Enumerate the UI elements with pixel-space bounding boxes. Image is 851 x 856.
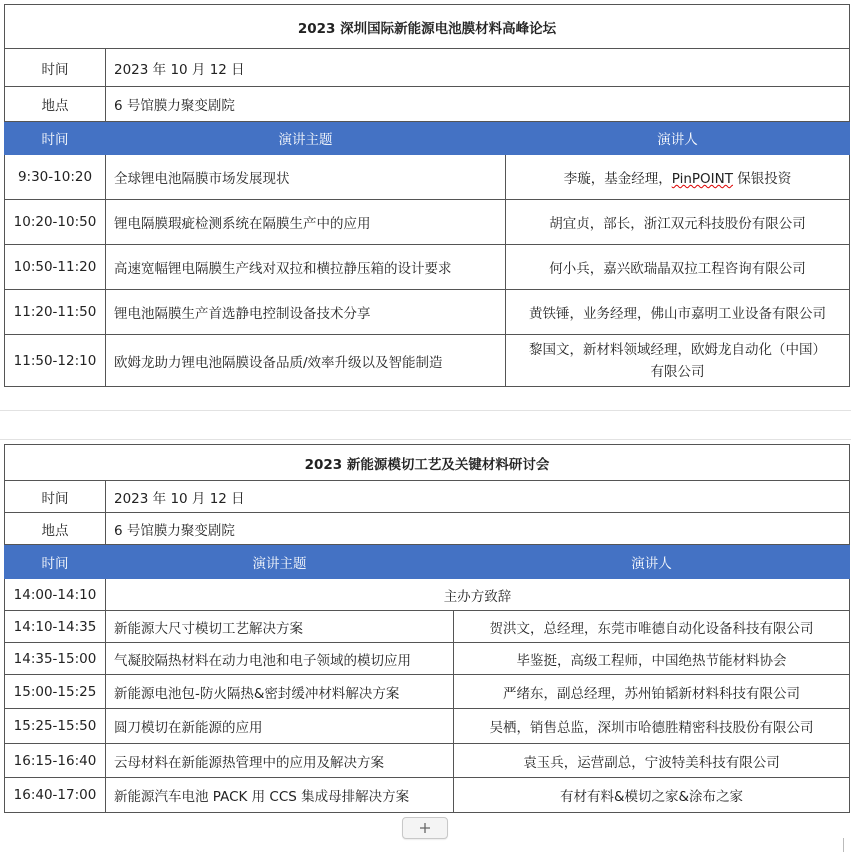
scroll-edge <box>843 838 848 852</box>
forum1-header-speaker: 演讲人 <box>506 122 850 155</box>
session-time: 15:00-15:25 <box>5 675 106 709</box>
table-row <box>5 744 850 778</box>
forum1-title: 2023 深圳国际新能源电池膜材料高峰论坛 <box>5 5 850 49</box>
table-row <box>5 200 850 245</box>
forum2-header-speaker: 演讲人 <box>454 545 850 579</box>
session-time: 10:20-10:50 <box>5 200 106 245</box>
session-topic: 圆刀模切在新能源的应用 <box>106 709 454 744</box>
forum2-venue-row <box>5 513 850 545</box>
session-time: 9:30-10:20 <box>5 155 106 200</box>
session-time: 10:50-11:20 <box>5 245 106 290</box>
speaker-brand: PinPOINT <box>671 171 733 187</box>
forum2-header-time: 时间 <box>5 545 106 579</box>
session-topic: 新能源汽车电池 PACK 用 CCS 集成母排解决方案 <box>106 778 454 813</box>
session-topic: 新能源大尺寸模切工艺解决方案 <box>106 611 454 643</box>
table-row <box>5 675 850 709</box>
forum2-title-row <box>5 445 850 481</box>
session-speaker: 严绪东，副总经理，苏州铂韬新材料科技有限公司 <box>454 675 850 709</box>
session-speaker: 黄铁锤，业务经理，佛山市嘉明工业设备有限公司 <box>506 290 850 335</box>
table-row <box>5 290 850 335</box>
forum2-venue-label: 地点 <box>5 513 106 545</box>
forum2-header-row <box>5 545 850 579</box>
session-speaker: 有材有料&模切之家&涂布之家 <box>454 778 850 813</box>
forum1-time-value: 2023 年 10 月 12 日 <box>106 49 850 87</box>
session-topic: 欧姆龙助力锂电池隔膜设备品质/效率升级以及智能制造 <box>106 335 506 387</box>
speaker-text: 李璇，基金经理， <box>563 171 672 187</box>
session-time: 14:10-14:35 <box>5 611 106 643</box>
session-time: 11:20-11:50 <box>5 290 106 335</box>
session-speaker: 袁玉兵，运营副总，宁波特美科技有限公司 <box>454 744 850 778</box>
forum1-title-row <box>5 5 850 49</box>
session-topic: 新能源电池包-防火隔热&密封缓冲材料解决方案 <box>106 675 454 709</box>
session-topic: 全球锂电池隔膜市场发展现状 <box>106 155 506 200</box>
plus-icon <box>419 822 431 834</box>
session-topic: 锂电隔膜瑕疵检测系统在隔膜生产中的应用 <box>106 200 506 245</box>
session-time: 14:00-14:10 <box>5 579 106 611</box>
session-time: 14:35-15:00 <box>5 643 106 675</box>
forum1-venue-value: 6 号馆膜力聚变剧院 <box>106 87 850 122</box>
forum1-time-label: 时间 <box>5 49 106 87</box>
forum1-table <box>4 4 850 387</box>
session-topic: 高速宽幅锂电隔膜生产线对双拉和横拉静压箱的设计要求 <box>106 245 506 290</box>
forum1-venue-row <box>5 87 850 122</box>
speaker-line-1: 黎国文，新材料领域经理，欧姆龙自动化（中国） <box>529 341 827 358</box>
session-topic: 气凝胶隔热材料在动力电池和电子领域的模切应用 <box>106 643 454 675</box>
session-speaker: 毕鉴挺，高级工程师，中国绝热节能材料协会 <box>454 643 850 675</box>
table-row <box>5 155 850 200</box>
table-row <box>5 778 850 813</box>
table-row <box>5 335 850 387</box>
forum2-time-label: 时间 <box>5 481 106 513</box>
session-speaker: 何小兵，嘉兴欧瑞晶双拉工程咨询有限公司 <box>506 245 850 290</box>
forum2-time-value: 2023 年 10 月 12 日 <box>106 481 850 513</box>
session-speaker: 吴栖，销售总监，深圳市哈德胜精密科技股份有限公司 <box>454 709 850 744</box>
forum2-date-row <box>5 481 850 513</box>
speaker-line-2: 有限公司 <box>650 363 705 380</box>
forum1-header-topic: 演讲主题 <box>106 122 506 155</box>
forum2-table <box>4 444 850 813</box>
table-row <box>5 643 850 675</box>
session-speaker <box>506 335 850 387</box>
forum1-date-row <box>5 49 850 87</box>
table-row <box>5 579 850 611</box>
forum2-header-topic: 演讲主题 <box>106 545 454 579</box>
session-speaker <box>506 155 850 200</box>
forum2-title: 2023 新能源模切工艺及关键材料研讨会 <box>5 445 850 481</box>
add-row-button[interactable] <box>402 817 448 839</box>
forum2-venue-value: 6 号馆膜力聚变剧院 <box>106 513 850 545</box>
section-divider <box>0 410 851 440</box>
session-topic: 云母材料在新能源热管理中的应用及解决方案 <box>106 744 454 778</box>
session-time: 16:40-17:00 <box>5 778 106 813</box>
opening-remarks: 主办方致辞 <box>106 579 850 611</box>
session-speaker: 胡宜贞，部长，浙江双元科技股份有限公司 <box>506 200 850 245</box>
table-row <box>5 611 850 643</box>
session-time: 11:50-12:10 <box>5 335 106 387</box>
forum1-venue-label: 地点 <box>5 87 106 122</box>
forum1-header-time: 时间 <box>5 122 106 155</box>
session-topic: 锂电池隔膜生产首选静电控制设备技术分享 <box>106 290 506 335</box>
table-row <box>5 709 850 744</box>
session-speaker: 贺洪文，总经理，东莞市唯德自动化设备科技有限公司 <box>454 611 850 643</box>
session-time: 16:15-16:40 <box>5 744 106 778</box>
session-time: 15:25-15:50 <box>5 709 106 744</box>
table-row <box>5 245 850 290</box>
speaker-text-end: 保银投资 <box>732 171 792 187</box>
forum1-header-row <box>5 122 850 155</box>
